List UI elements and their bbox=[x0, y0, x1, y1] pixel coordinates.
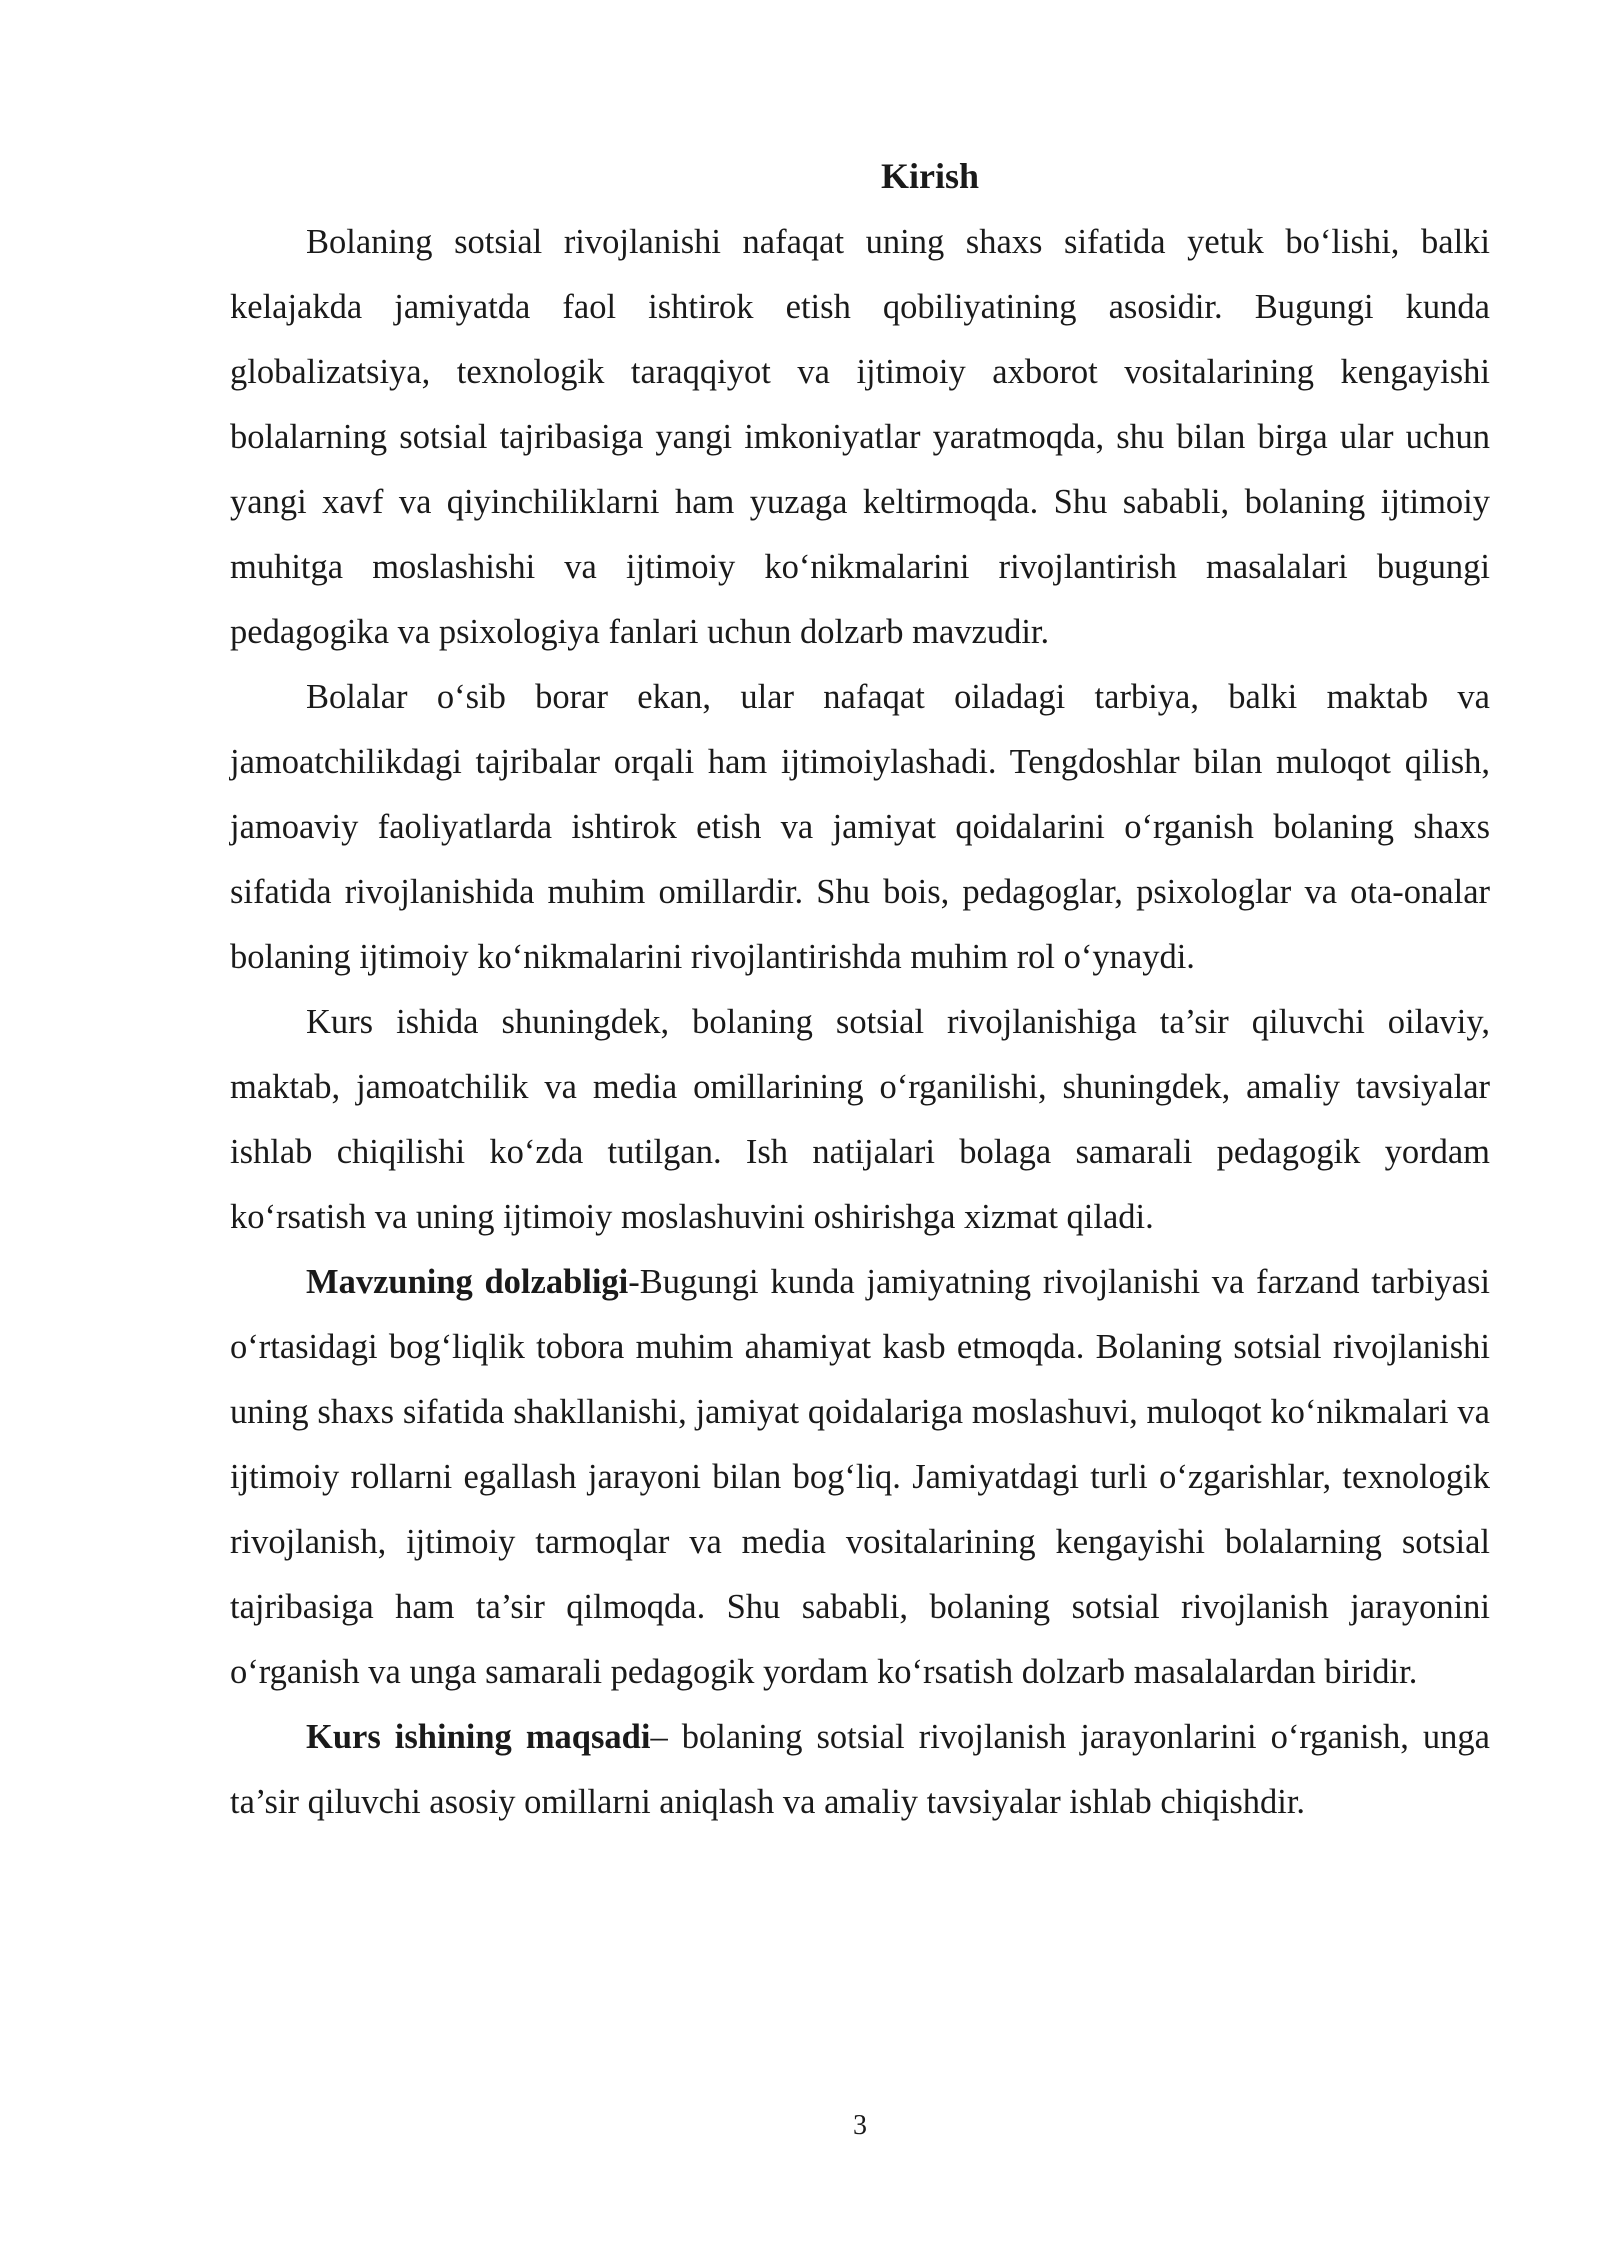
page-content bbox=[230, 148, 1490, 1835]
paragraph-text: -Bugungi kunda jamiyatning rivojlanishi va farzand tarbiyasi o‘rtasidagi bog‘liqlik tobora muhim ahamiyat kasb etmoqda. Bolaning sotsial rivojlanishi uning shaxs sifatida shakllanishi, jamiyat qoidalariga moslashuvi, muloqot ko‘nikmalari va ijtimoiy rollarni egallash jarayoni bilan bog‘liq. Jamiyatdagi turli o‘zgarishlar, texnologik rivojlanish, ijtimoiy tarmoqlar va media vositalarining kengayishi bolalarning sotsial tajribasiga ham ta’sir qilmoqda. Shu sababli, bolaning sotsial rivojlanish jarayonini o‘rganish va unga samarali pedagogik yordam ko‘rsatish dolzarb masalalardan biridir. bbox=[230, 1263, 1490, 1691]
paragraph-text: Bolaning sotsial rivojlanishi nafaqat uning shaxs sifatida yetuk bo‘lishi, balki kelajakda jamiyatda faol ishtirok etish qobiliyatining asosidir. Bugungi kunda globalizatsiya, texnologik taraqqiyot va ijtimoiy axborot vositalarining kengayishi bolalarning sotsial tajribasiga yangi imkoniyatlar yaratmoqda, shu bilan birga ular uchun yangi xavf va qiyinchiliklarni ham yuzaga keltirmoqda. Shu sababli, bolaning ijtimoiy muhitga moslashishi va ijtimoiy ko‘nikmalarini rivojlantirish masalalari bugungi pedagogika va psixologiya fanlari uchun dolzarb mavzudir. bbox=[230, 223, 1490, 651]
paragraph-course-scope bbox=[230, 990, 1490, 1250]
paragraph-socialization bbox=[230, 665, 1490, 990]
paragraph-lead-relevance: Mavzuning dolzabligi bbox=[306, 1263, 629, 1301]
paragraph-text: Bolalar o‘sib borar ekan, ular nafaqat oiladagi tarbiya, balki maktab va jamoatchilikdagi tajribalar orqali ham ijtimoiylashadi. Tengdoshlar bilan muloqot qilish, jamoaviy faoliyatlarda ishtirok etish va jamiyat qoidalarini o‘rganish bolaning shaxs sifatida rivojlanishida muhim omillardir. Shu bois, pedagoglar, psixologlar va ota-onalar bolaning ijtimoiy ko‘nikmalarini rivojlantirishda muhim rol o‘ynaydi. bbox=[230, 678, 1490, 976]
paragraph-intro bbox=[230, 210, 1490, 665]
paragraph-goal bbox=[230, 1705, 1490, 1835]
section-title: Kirish bbox=[880, 156, 979, 196]
page-number: 3 bbox=[853, 2110, 867, 2141]
paragraph-text: Kurs ishida shuningdek, bolaning sotsial rivojlanishiga ta’sir qiluvchi oilaviy, maktab, jamoatchilik va media omillarining o‘rganilishi, shuningdek, amaliy tavsiyalar ishlab chiqilishi ko‘zda tutilgan. Ish natijalari bolaga samarali pedagogik yordam ko‘rsatish va uning ijtimoiy moslashuvini oshirishga xizmat qiladi. bbox=[230, 1003, 1490, 1236]
paragraph-relevance bbox=[230, 1250, 1490, 1705]
paragraph-lead-goal: Kurs ishining maqsadi bbox=[306, 1718, 651, 1756]
paragraph-text: – bolaning sotsial rivojlanish jarayonlarini o‘rganish, unga ta’sir qiluvchi asosiy omillarni aniqlash va amaliy tavsiyalar ishlab chiqishdir. bbox=[230, 1718, 1490, 1821]
